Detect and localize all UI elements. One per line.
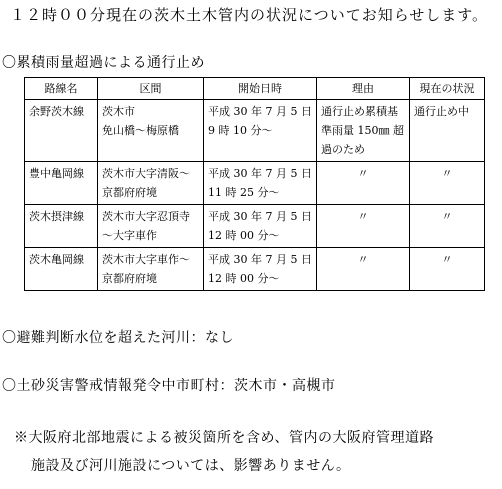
section-line: 茨木市 — [102, 105, 135, 118]
status-text: 〃 — [441, 210, 453, 223]
route-cell — [25, 162, 98, 205]
section-line: 〜大字車作 — [102, 229, 157, 242]
note-line-1: ※大阪府北部地震による被災箇所を含め、管内の大阪府管理道路 — [14, 430, 434, 446]
start-line: 平成 30 年 7 月 5 日 — [208, 253, 312, 266]
start-line: 12 時 00 分〜 — [208, 272, 280, 285]
reason-ditto: 〃 — [357, 210, 369, 223]
route-cell — [25, 248, 98, 291]
start-line: 11 時 25 分〜 — [208, 186, 280, 199]
section-cell — [98, 248, 204, 291]
route-name: 茨木亀岡線 — [29, 253, 84, 266]
start-line: 平成 30 年 7 月 5 日 — [208, 105, 312, 118]
route-name: 茨木摂津線 — [29, 210, 84, 223]
reason-line: 準雨量 150㎜ 超 — [320, 124, 404, 137]
section-line: 免山橋〜梅原橋 — [102, 124, 179, 137]
reason-cell — [316, 248, 409, 291]
start-line: 12 時 00 分〜 — [208, 229, 280, 242]
reason-line: 過のため — [320, 143, 365, 156]
section-cell — [98, 100, 204, 162]
header-section: 区間 — [98, 78, 204, 100]
section-line: 茨木市大字忍頂寺 — [102, 210, 190, 223]
route-cell — [25, 205, 98, 248]
table-row — [25, 100, 485, 162]
landslide-section: 〇土砂災害警戒情報発令中市町村：茨木市・高槻市 — [2, 378, 336, 394]
section-cell — [98, 162, 204, 205]
start-line: 平成 30 年 7 月 5 日 — [208, 210, 312, 223]
route-name: 余野茨木線 — [29, 105, 84, 118]
start-cell — [204, 162, 317, 205]
start-cell — [204, 100, 317, 162]
table-row — [25, 205, 485, 248]
start-cell — [204, 248, 317, 291]
section-line: 茨木市大字車作〜 — [102, 253, 190, 266]
status-text: 通行止め中 — [413, 105, 469, 118]
status-text: 〃 — [441, 167, 453, 180]
header-route: 路線名 — [25, 78, 98, 100]
header-status: 現在の状況 — [409, 78, 484, 100]
note-line-2: 施設及び河川施設については、影響ありません。 — [31, 458, 351, 474]
route-name: 豊中亀岡線 — [29, 167, 84, 180]
section-line: 茨木市大字清阪〜 — [102, 167, 190, 180]
road-closure-table — [24, 77, 485, 291]
table-row — [25, 248, 485, 291]
reason-ditto: 〃 — [357, 167, 369, 180]
status-cell — [409, 100, 484, 162]
start-cell — [204, 205, 317, 248]
intro-text: １２時００分現在の茨木土木管内の状況についてお知らせします。 — [10, 6, 489, 24]
start-line: 9 時 10 分〜 — [208, 124, 273, 137]
status-cell — [409, 205, 484, 248]
table-row — [25, 162, 485, 205]
status-cell — [409, 248, 484, 291]
reason-cell — [316, 162, 409, 205]
section-line: 京都府府境 — [102, 186, 157, 199]
closures-section-title: 〇累積雨量超過による通行止め — [2, 55, 205, 71]
route-cell — [25, 100, 98, 162]
rivers-section: 〇避難判断水位を超えた河川：なし — [2, 330, 234, 346]
reason-cell — [316, 100, 409, 162]
reason-cell — [316, 205, 409, 248]
header-reason: 理由 — [316, 78, 409, 100]
section-line: 京都府府境 — [102, 272, 157, 285]
status-text: 〃 — [441, 253, 453, 266]
start-line: 平成 30 年 7 月 5 日 — [208, 167, 312, 180]
section-cell — [98, 205, 204, 248]
reason-ditto: 〃 — [357, 253, 369, 266]
status-cell — [409, 162, 484, 205]
table-header-row — [25, 78, 485, 100]
reason-line: 通行止め累積基 — [320, 105, 398, 118]
header-start: 開始日時 — [204, 78, 317, 100]
